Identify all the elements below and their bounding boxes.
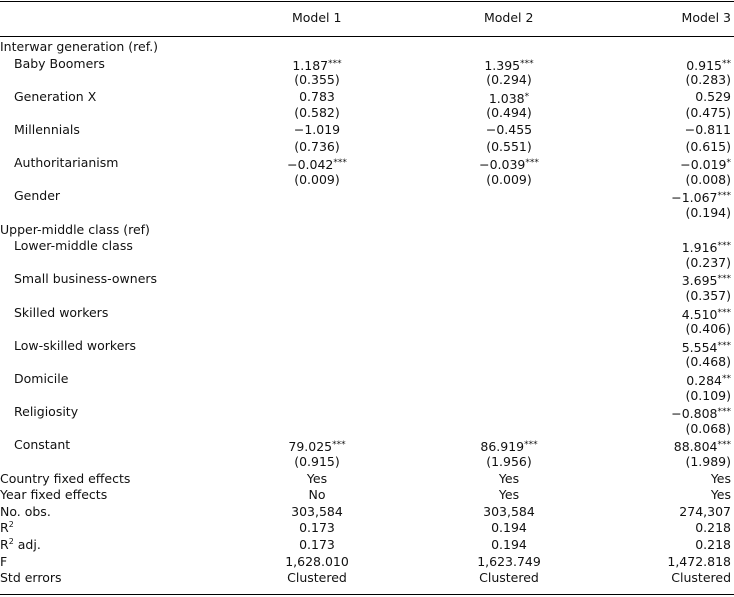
row-label: Baby Boomers	[14, 55, 105, 71]
cell-model-1: 0.173	[299, 537, 335, 552]
table-row	[0, 504, 734, 521]
cell-model-3: 5.554***	[681, 339, 731, 355]
cell-model-1: No	[308, 487, 326, 503]
significance-stars: ***	[717, 307, 731, 318]
cell-model-2: 1.038*	[488, 90, 530, 106]
significance-stars: ***	[328, 58, 342, 69]
row-label: Year fixed effects	[0, 487, 108, 503]
table-row	[0, 56, 734, 73]
significance-stars: ***	[332, 440, 346, 451]
cell-model-3: (0.237)	[685, 254, 731, 270]
cell-model-1: 303,584	[291, 503, 343, 519]
cell-model-2: (0.494)	[486, 105, 532, 121]
cell-model-2: 1.395***	[484, 57, 534, 73]
cell-model-1: −0.042***	[287, 157, 347, 173]
row-label: Constant	[14, 437, 71, 453]
significance-stars: *	[726, 158, 731, 169]
row-label: Interwar generation (ref.)	[0, 39, 159, 54]
cell-model-1: 1,628.010	[285, 553, 349, 569]
cell-model-2: (0.551)	[486, 138, 532, 154]
cell-model-3: (0.194)	[685, 205, 731, 220]
cell-model-3: 88.804***	[673, 439, 731, 455]
cell-model-3: Yes	[710, 487, 731, 503]
significance-stars: ***	[717, 340, 731, 351]
cell-model-3: 274,307	[679, 503, 731, 519]
cell-model-3: Clustered	[671, 570, 731, 586]
cell-model-3: (0.475)	[685, 105, 731, 121]
row-label: Gender	[14, 188, 61, 204]
table-row	[0, 321, 734, 338]
table-header-rule	[0, 36, 734, 37]
table-row	[0, 205, 734, 222]
cell-model-3: (0.406)	[685, 321, 731, 337]
row-label: Skilled workers	[14, 304, 109, 320]
cell-model-2: Clustered	[479, 570, 539, 586]
cell-model-1: Yes	[306, 470, 328, 486]
significance-stars: ***	[333, 158, 347, 169]
table-row	[0, 437, 734, 454]
cell-model-2: 0.194	[491, 520, 527, 536]
cell-model-3: 4.510***	[681, 306, 731, 322]
cell-model-3: −0.811	[684, 122, 731, 137]
table-row	[0, 454, 734, 471]
table-row	[0, 105, 734, 122]
row-label: No. obs.	[0, 503, 51, 519]
cell-model-3: (0.283)	[685, 72, 731, 88]
cell-model-1: (0.582)	[294, 105, 340, 121]
significance-stars: **	[722, 58, 731, 69]
table-row	[0, 122, 734, 139]
significance-stars: ***	[717, 407, 731, 418]
cell-model-1: (0.915)	[294, 454, 340, 469]
table-row	[0, 421, 734, 438]
table-row	[0, 288, 734, 305]
table-row	[0, 238, 734, 255]
row-label: F	[0, 553, 8, 569]
cell-model-2: (0.009)	[486, 171, 532, 187]
row-label: Low-skilled workers	[14, 337, 137, 353]
cell-model-3: −1.067***	[671, 190, 731, 206]
cell-model-1: (0.009)	[294, 171, 340, 187]
table-row	[0, 255, 734, 272]
significance-stars: **	[722, 374, 731, 384]
cell-model-3: 0.915**	[686, 57, 731, 73]
table-row	[0, 188, 734, 205]
row-label: Country fixed effects	[0, 470, 131, 486]
cell-model-3: 0.284**	[686, 373, 731, 388]
table-row	[0, 172, 734, 189]
table-row	[0, 404, 734, 421]
row-label: Millennials	[14, 122, 80, 137]
cell-model-1: 1.187***	[292, 57, 342, 73]
significance-stars: ***	[717, 191, 731, 202]
row-label: $R^2$ adj.	[0, 537, 41, 552]
cell-model-1: Clustered	[287, 570, 347, 586]
row-label: Small business-owners	[14, 271, 158, 287]
cell-model-2: −0.455	[485, 122, 533, 137]
table-row	[0, 222, 734, 239]
cell-model-2: −0.039***	[479, 157, 539, 173]
row-label: Generation X	[14, 88, 97, 104]
significance-stars: *	[524, 91, 530, 102]
cell-model-3: −0.808***	[671, 406, 731, 422]
row-label: $R^2$	[0, 520, 14, 536]
significance-stars: ***	[524, 440, 538, 451]
cell-model-3: Yes	[710, 470, 731, 486]
cell-model-3: 0.218	[695, 520, 731, 536]
table-row	[0, 388, 734, 405]
table-row	[0, 271, 734, 288]
cell-model-3: (0.468)	[685, 354, 731, 370]
table-row	[0, 155, 734, 172]
table-row	[0, 371, 734, 388]
cell-model-3: −0.019*	[680, 157, 731, 173]
table-row	[0, 305, 734, 322]
cell-model-1: 0.783	[299, 88, 335, 104]
significance-stars: ***	[520, 58, 534, 69]
table-row	[0, 139, 734, 156]
table-row	[0, 354, 734, 371]
cell-model-3: 3.695***	[681, 273, 731, 289]
table-row	[0, 487, 734, 504]
cell-model-3: (0.615)	[685, 138, 731, 154]
header-model-2: Model 2	[484, 10, 534, 25]
cell-model-2: 0.194	[491, 537, 527, 552]
row-label: Upper-middle class (ref)	[0, 221, 150, 237]
cell-model-3: 0.529	[695, 88, 731, 104]
cell-model-1: 0.173	[299, 520, 335, 536]
table-row	[0, 72, 734, 89]
cell-model-3: (0.008)	[685, 171, 731, 187]
row-label: Domicile	[14, 371, 69, 386]
cell-model-3: (1.989)	[685, 454, 731, 469]
cell-model-1: −1.019	[293, 122, 341, 137]
significance-stars: ***	[525, 158, 539, 169]
cell-model-2: 1,623.749	[477, 553, 541, 569]
table-row	[0, 537, 734, 554]
table-top-rule	[0, 1, 734, 2]
significance-stars: ***	[717, 241, 731, 252]
row-label: Lower-middle class	[14, 238, 133, 254]
table-bottom-rule	[0, 594, 734, 595]
cell-model-2: 86.919***	[480, 439, 538, 455]
cell-model-1: (0.736)	[294, 138, 340, 154]
significance-stars: ***	[717, 274, 731, 285]
significance-stars: ***	[717, 440, 731, 451]
cell-model-3: (0.357)	[685, 288, 731, 303]
header-model-1: Model 1	[292, 10, 342, 25]
table-row	[0, 471, 734, 488]
cell-model-2: Yes	[498, 487, 520, 503]
table-row	[0, 570, 734, 587]
cell-model-3: (0.068)	[685, 420, 731, 436]
table-row	[0, 520, 734, 537]
cell-model-3: 1.916***	[681, 240, 731, 256]
header-model-3: Model 3	[681, 10, 731, 25]
row-label: Authoritarianism	[14, 155, 119, 171]
cell-model-3: (0.109)	[685, 387, 731, 403]
table-row	[0, 39, 734, 56]
table-row	[0, 338, 734, 355]
row-label: Religiosity	[14, 404, 79, 420]
table-row	[0, 554, 734, 571]
row-label: Std errors	[0, 570, 62, 586]
cell-model-3: 0.218	[695, 537, 731, 552]
cell-model-2: (1.956)	[486, 454, 532, 469]
cell-model-3: 1,472.818	[667, 553, 731, 569]
cell-model-2: (0.294)	[486, 72, 532, 88]
cell-model-2: Yes	[498, 470, 520, 486]
cell-model-1: 79.025***	[288, 439, 346, 455]
table-row	[0, 89, 734, 106]
cell-model-1: (0.355)	[294, 72, 340, 88]
cell-model-2: 303,584	[483, 503, 535, 519]
